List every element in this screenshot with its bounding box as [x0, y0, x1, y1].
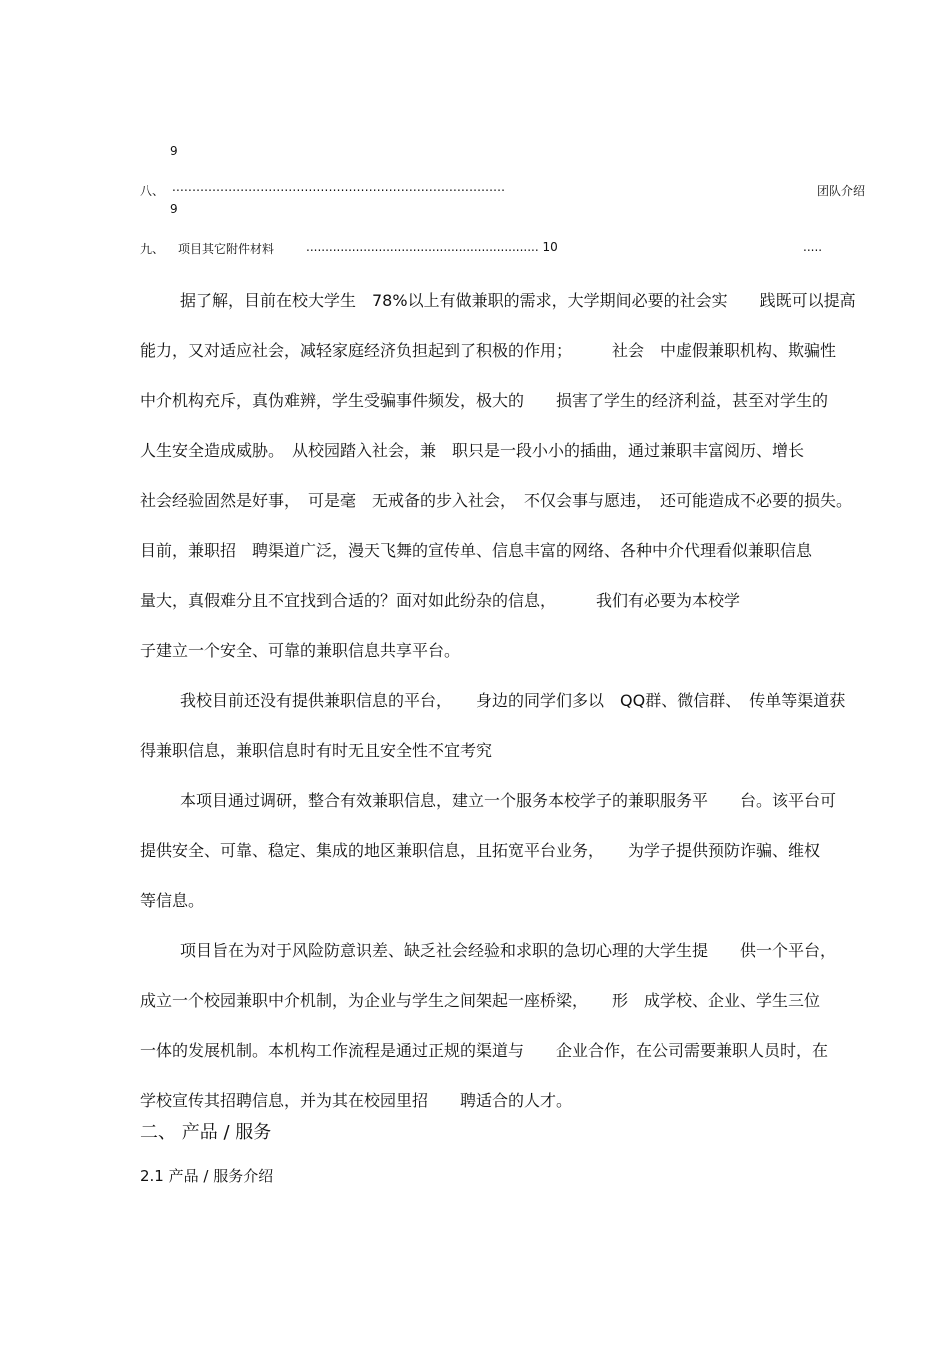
paragraph-line: 目前，兼职招 聘渠道广泛，漫天飞舞的宣传单、信息丰富的网络、各种中介代理看似兼职信息: [140, 541, 813, 560]
paragraph-line: 人生安全造成威胁。 从校园踏入社会，兼 职只是一段小小的插曲，通过兼职丰富阅历、增长: [140, 441, 805, 460]
section-heading: 二、 产品 / 服务: [140, 1122, 272, 1143]
toc-page-number: 9: [170, 144, 178, 158]
paragraph-line: 本项目通过调研，整合有效兼职信息，建立一个服务本校学子的兼职服务平 台。该平台可: [180, 791, 837, 810]
paragraph-line: 量大，真假难分且不宜找到合适的？面对如此纷杂的信息， 我们有必要为本校学: [140, 591, 741, 610]
toc-item-title: 团队介绍: [817, 184, 866, 198]
paragraph-line: 等信息。: [140, 891, 205, 910]
toc-dot-leader: .....: [803, 240, 823, 254]
paragraph-line: 提供安全、可靠、稳定、集成的地区兼职信息，且拓宽平台业务， 为学子提供预防诈骗、维权: [140, 841, 821, 860]
paragraph-line: 社会经验固然是好事， 可是毫 无戒备的步入社会， 不仅会事与愿违， 还可能造成不必要的损失。: [140, 491, 853, 510]
toc-page-number: 9: [170, 202, 178, 216]
paragraph-line: 中介机构充斥，真伪难辨，学生受骗事件频发，极大的 损害了学生的经济利益，甚至对学生的: [140, 391, 829, 410]
paragraph-line: 项目旨在为对于风险防意识差、缺乏社会经验和求职的急切心理的大学生提 供一个平台，: [180, 941, 837, 960]
subsection-heading: 2.1 产品 / 服务介绍: [140, 1167, 274, 1185]
toc-dot-leader: ...................................................................................: [172, 180, 506, 194]
paragraph-line: 子建立一个安全、可靠的兼职信息共享平台。: [140, 641, 461, 660]
toc-item-title: 项目其它附件材料: [178, 242, 275, 256]
paragraph-line: 我校目前还没有提供兼职信息的平台， 身边的同学们多以 QQ群、微信群、 传单等渠道获: [180, 691, 846, 710]
toc-item-number: 八、: [140, 184, 165, 198]
paragraph-line: 据了解，目前在校大学生 78%以上有做兼职的需求，大学期间必要的社会实 践既可以提高: [180, 291, 856, 310]
paragraph-line: 得兼职信息，兼职信息时有时无且安全性不宜考究: [140, 741, 493, 760]
paragraph-line: 能力，又对适应社会，减轻家庭经济负担起到了积极的作用； 社会 中虚假兼职机构、欺骗性: [140, 341, 837, 360]
paragraph-line: 成立一个校园兼职中介机制，为企业与学生之间架起一座桥梁， 形 成学校、企业、学生三位: [140, 991, 821, 1010]
paragraph-line: 学校宣传其招聘信息，并为其在校园里招 聘适合的人才。: [140, 1091, 573, 1110]
toc-item-number: 九、: [140, 242, 165, 256]
toc-dot-leader: ............................................................. 10: [306, 240, 558, 254]
paragraph-line: 一体的发展机制。本机构工作流程是通过正规的渠道与 企业合作，在公司需要兼职人员时，在: [140, 1041, 829, 1060]
